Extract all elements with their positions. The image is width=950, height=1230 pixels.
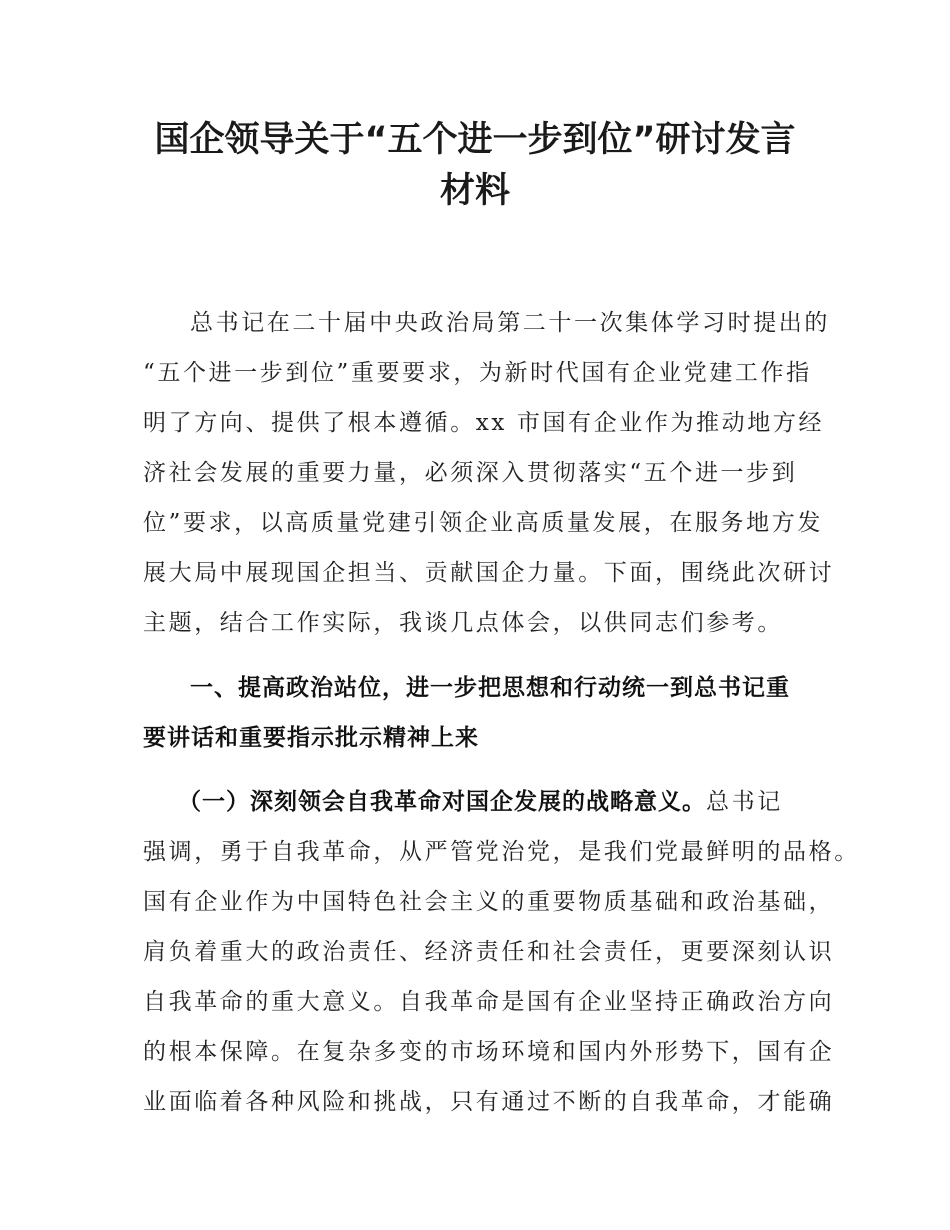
section-heading-line: 要讲话和重要指示批示精神上来 [143, 725, 479, 751]
subsection-first-line [178, 777, 783, 827]
subsection-paragraph-line: 业面临着各种风险和挑战，只有通过不断的自我革命，才能确 [143, 1089, 835, 1115]
subsection-heading: （一）深刻领会自我革命对国企发展的战略意义。 [178, 789, 706, 815]
document-title-line-1: 国企领导关于“五个进一步到位”研讨发言 [154, 120, 796, 160]
intro-paragraph-line: 主题，结合工作实际，我谈几点体会，以供同志们参考。 [143, 610, 783, 636]
document-title-line-2: 材料 [439, 171, 510, 211]
subsection-paragraph-line: 的根本保障。在复杂多变的市场环境和国内外形势下，国有企 [143, 1039, 835, 1065]
intro-paragraph-line: 展大局中展现国企担当、贡献国企力量。下面，围绕此次研讨 [143, 560, 835, 586]
subsection-paragraph-line: 肩负着重大的政治责任、经济责任和社会责任，更要深刻认识 [143, 939, 835, 965]
intro-paragraph-line: “五个进一步到位”重要要求，为新时代国有企业党建工作指 [143, 360, 812, 386]
subsection-paragraph-line: 强调，勇于自我革命，从严管党治党，是我们党最鲜明的品格。 [143, 839, 860, 865]
subsection-paragraph-line: 国有企业作为中国特色社会主义的重要物质基础和政治基础， [143, 889, 835, 915]
intro-paragraph-line: 总书记在二十届中央政治局第二十一次集体学习时提出的 [190, 310, 830, 336]
subsection-paragraph-line: 自我革命的重大意义。自我革命是国有企业坚持正确政治方向 [143, 989, 835, 1015]
section-heading-line: 一、提高政治站位，进一步把思想和行动统一到总书记重 [190, 675, 790, 701]
subsection-first-line-rest: 总书记 [706, 789, 783, 815]
intro-paragraph-line: 明了方向、提供了根本遵循。xx 市国有企业作为推动地方经 [143, 410, 825, 436]
intro-paragraph-line: 位”要求，以高质量党建引领企业高质量发展，在服务地方发 [143, 510, 823, 536]
intro-paragraph-line: 济社会发展的重要力量，必须深入贯彻落实“五个进一步到 [143, 460, 798, 486]
